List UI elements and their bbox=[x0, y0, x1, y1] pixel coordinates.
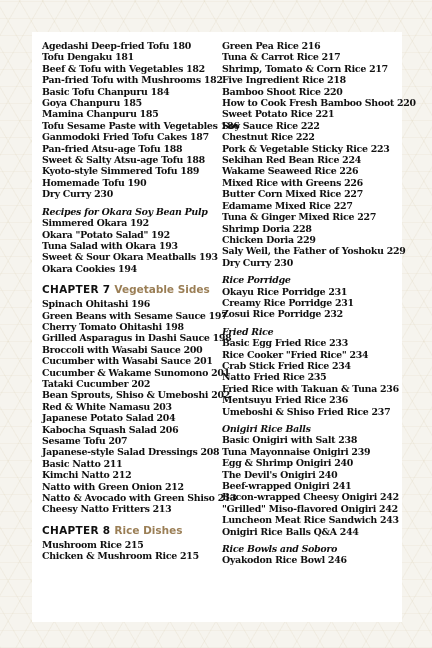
index-entry: Butter Corn Mixed Rice 227 bbox=[222, 189, 363, 201]
index-entry: Red & White Namasu 203 bbox=[42, 401, 172, 413]
index-entry: Tuna Salad with Okara 193 bbox=[42, 240, 178, 252]
index-entry: Natto with Green Onion 212 bbox=[42, 481, 184, 493]
index-entry: Pork & Vegetable Sticky Rice 223 bbox=[222, 143, 390, 155]
fried-rice-section-heading: Fried Rice bbox=[222, 326, 274, 338]
index-entry: Bamboo Shoot Rice 220 bbox=[222, 86, 343, 98]
index-entry: Okara "Potato Salad" 192 bbox=[42, 229, 170, 241]
rice-bowls-section-heading: Rice Bowls and Soboro bbox=[222, 544, 338, 556]
porridge-list bbox=[222, 287, 398, 321]
index-entry: How to Cook Fresh Bamboo Shoot 220 bbox=[222, 98, 416, 110]
index-entry: Tataki Cucumber 202 bbox=[42, 378, 151, 390]
onigiri-section-heading: Onigiri Rice Balls bbox=[222, 424, 311, 435]
index-entry: Sweet & Sour Okara Meatballs 193 bbox=[42, 252, 218, 264]
index-entry: Green Pea Rice 216 bbox=[222, 41, 321, 52]
index-entry: Okara Cookies 194 bbox=[42, 263, 137, 275]
index-entry: Fried Rice with Takuan & Tuna 236 bbox=[222, 383, 399, 395]
chapter-7-label: CHAPTER 7 bbox=[42, 284, 111, 297]
index-entry: Sweet Potato Rice 221 bbox=[222, 109, 335, 121]
index-entry: Edamame Mixed Rice 227 bbox=[222, 200, 353, 212]
index-entry: Egg & Shrimp Onigiri 240 bbox=[222, 458, 354, 470]
index-entry: Basic Onigiri with Salt 238 bbox=[222, 435, 358, 447]
index-entry: Sekihan Red Bean Rice 224 bbox=[222, 155, 361, 167]
index-entry: Oyakodon Rice Bowl 246 bbox=[222, 555, 347, 567]
index-entry: Mentsuyu Fried Rice 236 bbox=[222, 395, 348, 407]
index-entry: Kyoto-style Simmered Tofu 189 bbox=[42, 166, 200, 178]
index-entry: Kabocha Squash Salad 206 bbox=[42, 424, 179, 436]
index-entry: Basic Tofu Chanpuru 184 bbox=[42, 86, 170, 98]
chapter-8-heading bbox=[42, 525, 224, 538]
index-entry: Sweet & Salty Atsu-age Tofu 188 bbox=[42, 155, 205, 167]
left-column bbox=[42, 41, 240, 563]
index-entry: Creamy Rice Porridge 231 bbox=[222, 297, 354, 309]
index-entry: Five Ingredient Rice 218 bbox=[222, 75, 346, 87]
tofu-list bbox=[42, 41, 240, 201]
index-entry: Shrimp Doria 228 bbox=[222, 223, 312, 235]
index-entry: Tofu Sesame Paste with Vegetables 186 bbox=[42, 120, 240, 132]
index-entry: Cucumber with Wasabi Sauce 201 bbox=[42, 356, 213, 368]
rice-bowls-list bbox=[222, 555, 398, 566]
index-entry: Bacon-wrapped Cheesy Onigiri 242 bbox=[222, 492, 399, 504]
index-entry: Natto & Avocado with Green Shiso 213 bbox=[42, 493, 237, 505]
index-entry: Dry Curry 230 bbox=[222, 257, 293, 269]
index-entry: Tofu Dengaku 181 bbox=[42, 52, 134, 64]
index-entry: Crab Stick Fried Rice 234 bbox=[222, 360, 351, 372]
index-entry: The Devil's Onigiri 240 bbox=[222, 469, 338, 481]
index-entry: Luncheon Meat Rice Sandwich 243 bbox=[222, 515, 399, 527]
index-entry: Goya Chanpuru 185 bbox=[42, 98, 142, 110]
index-entry: Green Beans with Sesame Sauce 197 bbox=[42, 310, 228, 322]
index-entry: Saly Weil, the Father of Yoshoku 229 bbox=[222, 246, 406, 258]
index-entry: Mamina Chanpuru 185 bbox=[42, 109, 159, 121]
index-entry: Simmered Okara 192 bbox=[42, 218, 149, 230]
index-entry: Broccoli with Wasabi Sauce 200 bbox=[42, 344, 203, 356]
index-entry: Pan-fried Tofu with Mushrooms 182 bbox=[42, 75, 223, 87]
index-entry: Chicken Doria 229 bbox=[222, 234, 316, 246]
index-entry: Tuna & Ginger Mixed Rice 227 bbox=[222, 212, 377, 224]
index-entry: Cherry Tomato Ohitashi 198 bbox=[42, 321, 184, 333]
index-entry: Cheesy Natto Fritters 213 bbox=[42, 504, 172, 516]
index-entry: Chicken & Mushroom Rice 215 bbox=[42, 551, 199, 563]
chapter-7-title: Vegetable Sides bbox=[114, 284, 210, 297]
index-page bbox=[32, 32, 416, 622]
index-entry: Mushroom Rice 215 bbox=[42, 539, 144, 551]
index-entry: Onigiri Rice Balls Q&A 244 bbox=[222, 526, 359, 538]
index-entry: Kimchi Natto 212 bbox=[42, 470, 132, 482]
mixed-rice-list bbox=[222, 41, 416, 269]
index-entry: Shrimp, Tomato & Corn Rice 217 bbox=[222, 63, 388, 75]
chapter-7-heading bbox=[42, 284, 224, 297]
index-entry: Soy Sauce Rice 222 bbox=[222, 120, 320, 132]
okara-section-heading: Recipes for Okara Soy Bean Pulp bbox=[42, 206, 208, 218]
index-entry: Grilled Asparagus in Dashi Sauce 198 bbox=[42, 333, 232, 345]
index-entry: Dry Curry 230 bbox=[42, 189, 113, 201]
index-entry: Spinach Ohitashi 196 bbox=[42, 299, 151, 311]
index-entry: Tuna Mayonnaise Onigiri 239 bbox=[222, 446, 371, 458]
fried-rice-list bbox=[222, 338, 398, 418]
index-entry: Chestnut Rice 222 bbox=[222, 132, 315, 144]
index-entry: Wakame Seaweed Rice 226 bbox=[222, 166, 359, 178]
index-entry: Pan-fried Atsu-age Tofu 188 bbox=[42, 143, 183, 155]
index-entry: Ganmodoki Fried Tofu Cakes 187 bbox=[42, 132, 209, 144]
index-entry: Beef & Tofu with Vegetables 182 bbox=[42, 63, 205, 75]
onigiri-list bbox=[222, 435, 398, 538]
okara-list bbox=[42, 218, 224, 275]
vegetable-sides-list bbox=[42, 299, 237, 516]
index-entry: Basic Natto 211 bbox=[42, 458, 123, 470]
right-column bbox=[222, 41, 416, 567]
index-entry: Homemade Tofu 190 bbox=[42, 177, 147, 189]
chapter-8-label: CHAPTER 8 bbox=[42, 524, 111, 537]
index-entry: Tuna & Carrot Rice 217 bbox=[222, 52, 341, 64]
index-entry: Okayu Rice Porridge 231 bbox=[222, 286, 348, 298]
index-entry: Zosui Rice Porridge 232 bbox=[222, 309, 343, 321]
index-entry: Mixed Rice with Greens 226 bbox=[222, 177, 363, 189]
index-entry: Natto Fried Rice 235 bbox=[222, 372, 327, 384]
index-entry: Beef-wrapped Onigiri 241 bbox=[222, 481, 352, 493]
index-entry: Cucumber & Wakame Sunomono 201 bbox=[42, 367, 230, 379]
index-entry: Agedashi Deep-fried Tofu 180 bbox=[42, 41, 191, 52]
index-entry: Basic Egg Fried Rice 233 bbox=[222, 338, 348, 350]
rice-dishes-list bbox=[42, 540, 224, 563]
index-entry: Bean Sprouts, Shiso & Umeboshi 202 bbox=[42, 390, 231, 402]
index-entry: Japanese-style Salad Dressings 208 bbox=[42, 447, 220, 459]
index-entry: Japanese Potato Salad 204 bbox=[42, 413, 176, 425]
chapter-8-title: Rice Dishes bbox=[114, 524, 183, 537]
porridge-section-heading: Rice Porridge bbox=[222, 275, 291, 287]
index-entry: Sesame Tofu 207 bbox=[42, 436, 128, 447]
index-entry: Rice Cooker "Fried Rice" 234 bbox=[222, 349, 369, 361]
index-entry: Umeboshi & Shiso Fried Rice 237 bbox=[222, 406, 391, 418]
index-entry: "Grilled" Miso-flavored Onigiri 242 bbox=[222, 503, 398, 515]
